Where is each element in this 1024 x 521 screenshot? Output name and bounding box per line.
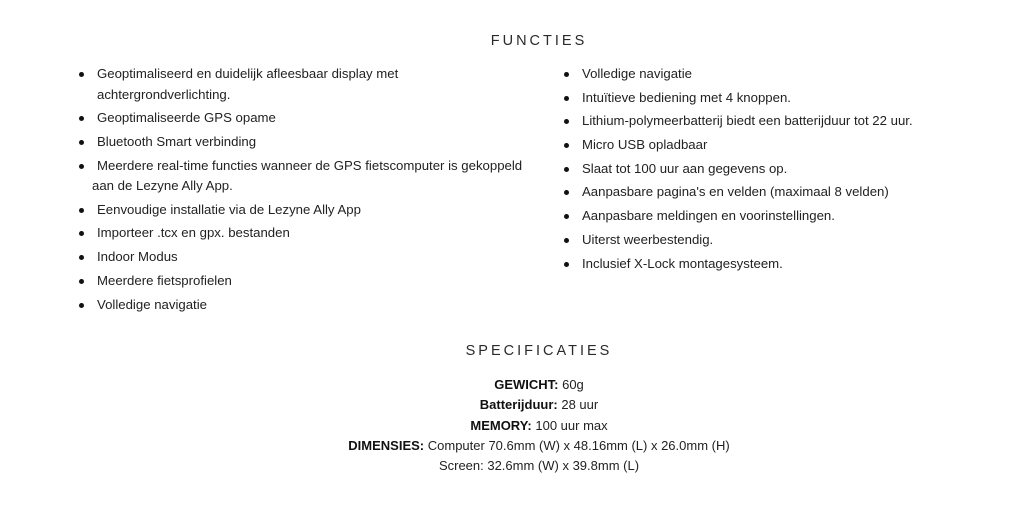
spec-row-memory <box>0 416 1024 436</box>
bullet-icon <box>79 255 84 260</box>
list-item-text: Uiterst weerbestendig. <box>582 231 714 247</box>
spec-value: 60g <box>558 377 584 392</box>
spec-row-dimensies <box>0 436 1024 456</box>
list-item <box>563 182 983 203</box>
spec-label: MEMORY: <box>470 417 532 433</box>
bullet-icon <box>564 119 569 124</box>
list-item-text: Intuïtieve bediening met 4 knoppen. <box>582 89 791 105</box>
specificaties-heading: SPECIFICATIES <box>465 343 613 359</box>
list-item-text: Volledige navigatie <box>582 66 692 81</box>
list-item <box>78 200 528 221</box>
list-item <box>563 159 983 180</box>
list-item <box>563 88 983 109</box>
list-item-text: Inclusief X-Lock montagesysteem. <box>582 255 783 271</box>
list-item <box>78 132 528 153</box>
bullet-icon <box>79 164 84 169</box>
bullet-icon <box>564 262 569 267</box>
bullet-icon <box>564 214 569 219</box>
spec-label: DIMENSIES: <box>348 437 425 453</box>
functies-right-list <box>563 64 983 277</box>
bullet-icon <box>564 143 569 148</box>
bullet-icon <box>564 238 569 243</box>
list-item-text-continued: aan de Lezyne Ally App. <box>92 178 233 194</box>
list-item <box>78 64 528 105</box>
list-item-text: Geoptimaliseerde GPS opame <box>97 110 276 126</box>
list-item <box>78 271 528 292</box>
list-item <box>563 135 983 156</box>
list-item <box>78 247 528 268</box>
bullet-icon <box>79 140 84 145</box>
bullet-icon <box>79 72 84 77</box>
list-item-text: Aanpasbare pagina's en velden (maximaal 8 velden) <box>582 184 889 200</box>
list-item-text: Aanpasbare meldingen en voorinstellingen. <box>582 208 835 224</box>
list-item-text: Bluetooth Smart verbinding <box>97 133 257 149</box>
spec-row-gewicht <box>0 375 1024 395</box>
list-item <box>563 254 983 275</box>
list-item <box>563 111 983 132</box>
list-item <box>563 64 983 85</box>
spec-value: Screen: 32.6mm (W) x 39.8mm (L) <box>438 458 640 474</box>
list-item-text: Meerdere real-time functies wanneer de GPS fietscomputer is gekoppeld <box>97 157 523 173</box>
list-item <box>563 230 983 251</box>
list-item-text: Geoptimaliseerd en duidelijk afleesbaar display met achtergrondverlichting. <box>97 66 399 102</box>
spec-row-screen <box>0 456 1024 476</box>
spec-value: 100 uur max <box>531 417 608 433</box>
bullet-icon <box>79 279 84 284</box>
list-item-text: Indoor Modus <box>97 249 178 265</box>
bullet-icon <box>564 167 569 172</box>
bullet-icon <box>79 116 84 121</box>
spec-label: GEWICHT: <box>494 377 559 392</box>
specificaties-block <box>0 375 1024 476</box>
list-item <box>78 156 528 197</box>
spec-value: Computer 70.6mm (W) x 48.16mm (L) x 26.0mm (H) <box>424 437 730 453</box>
functies-heading: FUNCTIES <box>490 33 588 49</box>
functies-left-list <box>78 64 528 318</box>
bullet-icon <box>564 190 569 195</box>
list-item-text: Meerdere fietsprofielen <box>97 272 232 288</box>
list-item <box>78 295 528 316</box>
bullet-icon <box>79 303 84 308</box>
spec-label: Batterijduur: <box>479 397 558 413</box>
list-item-text: Volledige navigatie <box>97 296 207 312</box>
spec-row-batterijduur <box>0 395 1024 415</box>
list-item <box>563 206 983 227</box>
bullet-icon <box>564 96 569 101</box>
list-item <box>78 108 528 129</box>
list-item <box>78 223 528 244</box>
list-item-text: Micro USB opladbaar <box>582 137 708 153</box>
list-item-text: Lithium-polymeerbatterij biedt een batterijduur tot 22 uur. <box>582 113 913 129</box>
list-item-text: Importeer .tcx en gpx. bestanden <box>97 225 290 241</box>
list-item-text: Eenvoudige installatie via de Lezyne Ally App <box>97 201 361 217</box>
bullet-icon <box>79 231 84 236</box>
bullet-icon <box>564 72 569 77</box>
list-item-text: Slaat tot 100 uur aan gegevens op. <box>582 160 788 176</box>
bullet-icon <box>79 208 84 213</box>
spec-value: 28 uur <box>557 397 599 413</box>
